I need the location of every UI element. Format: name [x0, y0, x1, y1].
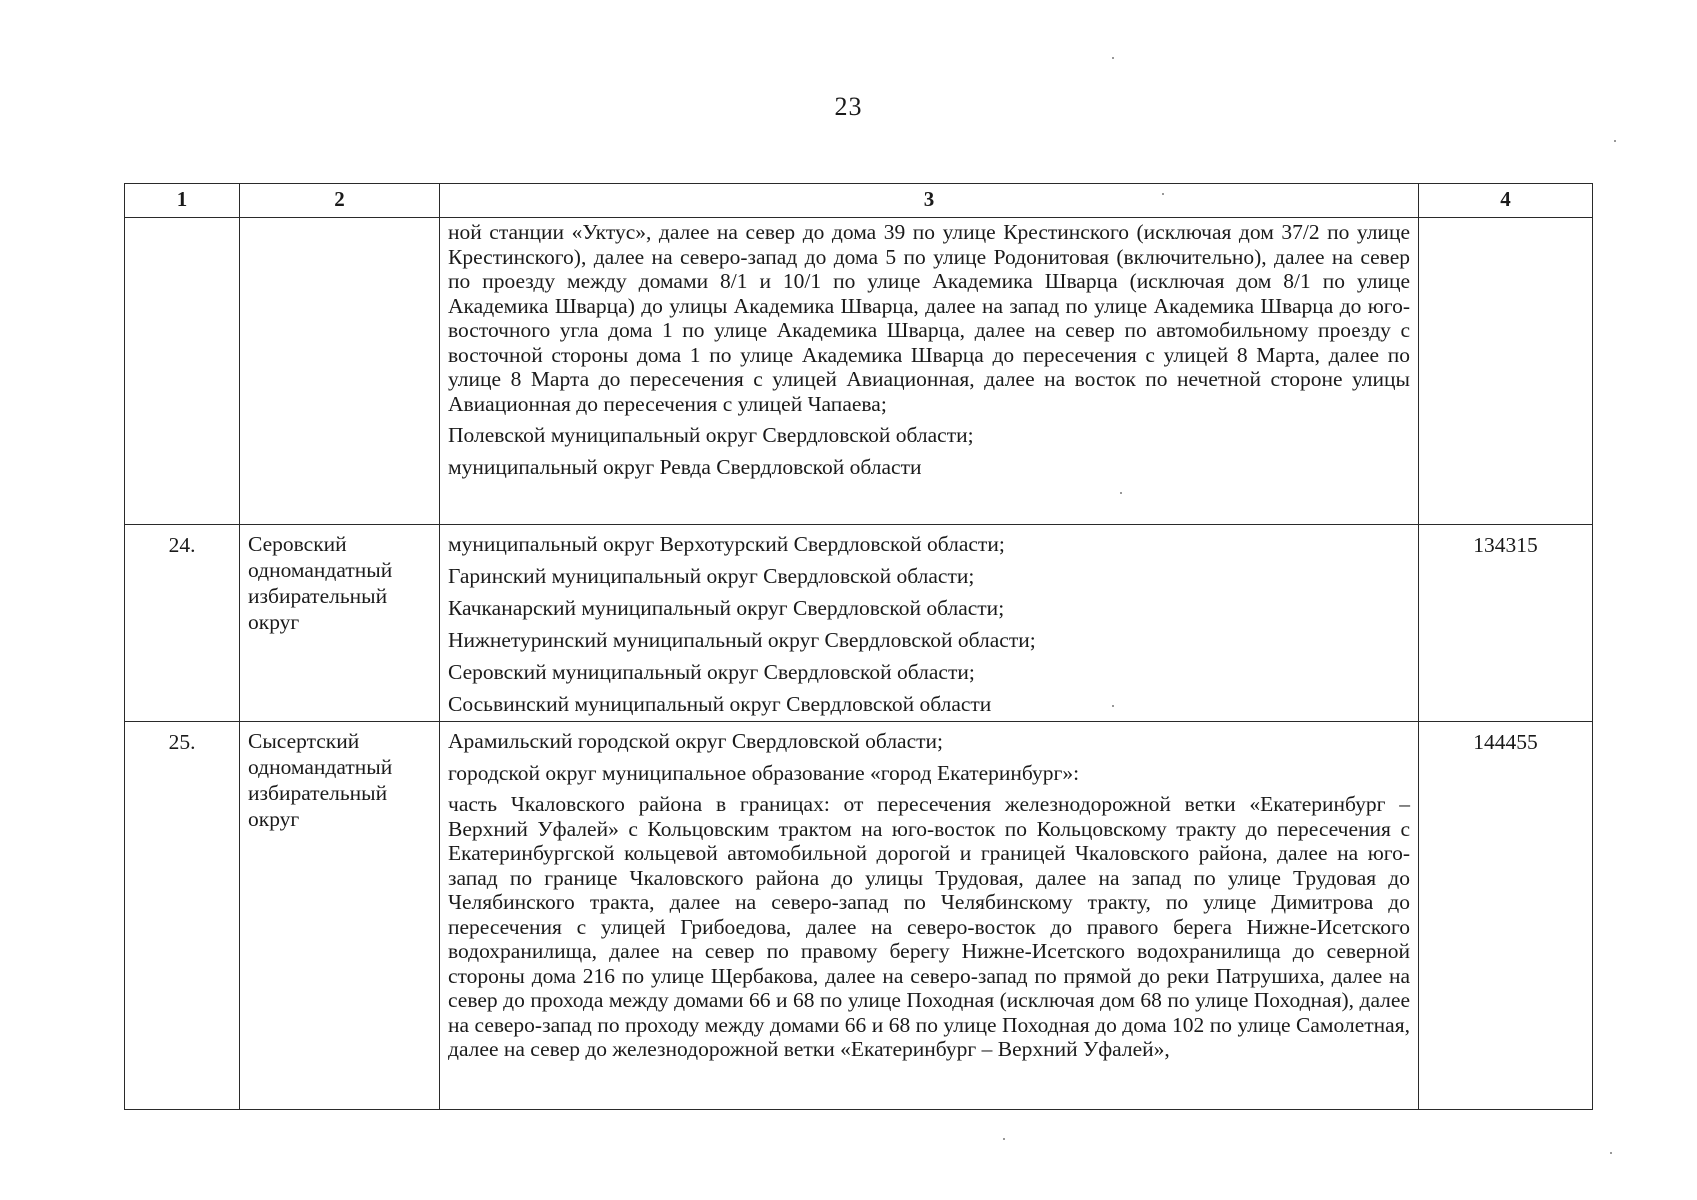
district-number: 25. — [125, 722, 240, 1110]
area-paragraph: городской округ муниципальное образование «город Екатеринбург»: — [448, 761, 1080, 785]
header-col-4: 4 — [1419, 184, 1593, 218]
area-paragraph: Серовский муниципальный округ Свердловской области; — [448, 660, 975, 684]
district-name — [240, 218, 440, 525]
scan-speck — [1112, 705, 1114, 707]
header-col-3: 3 — [440, 184, 1419, 218]
scan-speck — [1162, 193, 1164, 195]
table-row — [125, 218, 1593, 525]
voter-count: 134315 — [1419, 525, 1593, 722]
scan-speck — [1614, 140, 1616, 142]
district-areas — [440, 525, 1419, 722]
header-row — [125, 184, 1593, 218]
area-paragraph: муниципальный округ Ревда Свердловской области — [448, 455, 922, 479]
table-row — [125, 525, 1593, 722]
area-paragraph: Качканарский муниципальный округ Свердловской области; — [448, 596, 1005, 620]
area-paragraph: Полевской муниципальный округ Свердловской области; — [448, 423, 974, 447]
area-paragraph: Гаринский муниципальный округ Свердловской области; — [448, 564, 975, 588]
area-paragraph: ной станции «Уктус», далее на север до дома 39 по улице Крестинского (исключая дом 37/2 по улице Крестинского), далее на северо-запад до дома 5 по улице Родонитовая (включительно), далее на север по проезду между домами 8/1 и 10/1 по улице Академика Шварца (исключая дом 8/1 по улице Академика Шварца) до улицы Академика Шварца, далее на запад по улице Академика Шварца до юго-восточного угла дома 1 по улице Академика Шварца, далее на север по автомобильному проезду с восточной стороны дома 1 по улице Академика Шварца до пересечения с улицей 8 Марта, далее по улице 8 Марта до пересечения с улицей Авиационная, далее на восток по нечетной стороне улицы Авиационная до пересечения с улицей Чапаева; — [448, 220, 1410, 416]
scan-speck — [1120, 492, 1122, 494]
district-number — [125, 218, 240, 525]
header-col-2: 2 — [240, 184, 440, 218]
district-areas — [440, 218, 1419, 525]
area-paragraph: Арамильский городской округ Свердловской области; — [448, 729, 944, 753]
voter-count: 144455 — [1419, 722, 1593, 1110]
districts-table — [124, 183, 1593, 1110]
area-paragraph: часть Чкаловского района в границах: от пересечения железнодорожной ветки «Екатеринбург – Верхний Уфалей» с Кольцовским трактом на юго-восток по Кольцовскому тракту до пересечения с Екатеринбургской кольцевой автомобильной дорогой и границей Чкаловского района, далее на юго-запад по границе Чкаловского района до улицы Трудовая, далее на запад по улице Трудовая до Челябинского тракта, далее на северо-запад по Челябинскому тракту, по улице Димитрова до пересечения с улицей Грибоедова, далее на северо-восток до правого берега Нижне-Исетского водохранилища, далее на север по правому берегу Нижне-Исетского водохранилища до северной стороны дома 216 по улице Щербакова, далее на северо-запад по прямой до реки Патрушиха, далее на север до прохода между домами 66 и 68 по улице Походная (исключая дом 68 по улице Походная), далее на северо-запад по проходу между домами 66 и 68 по улице Походная до дома 102 по улице Самолетная, далее на север до железнодорожной ветки «Екатеринбург – Верхний Уфалей», — [448, 792, 1410, 1061]
scan-speck — [1003, 1138, 1005, 1140]
scan-speck — [1610, 1152, 1612, 1154]
district-name: Серовский одномандатный избирательный округ — [240, 525, 440, 722]
table-row — [125, 722, 1593, 1110]
area-paragraph: Сосьвинский муниципальный округ Свердловской области — [448, 692, 992, 716]
area-paragraph: муниципальный округ Верхотурский Свердловской области; — [448, 532, 1005, 556]
page-number: 23 — [834, 92, 863, 121]
district-name: Сысертский одномандатный избирательный округ — [240, 722, 440, 1110]
district-number: 24. — [125, 525, 240, 722]
header-col-1: 1 — [125, 184, 240, 218]
district-areas — [440, 722, 1419, 1110]
voter-count — [1419, 218, 1593, 525]
scan-speck — [1112, 57, 1114, 59]
area-paragraph: Нижнетуринский муниципальный округ Свердловской области; — [448, 628, 1036, 652]
